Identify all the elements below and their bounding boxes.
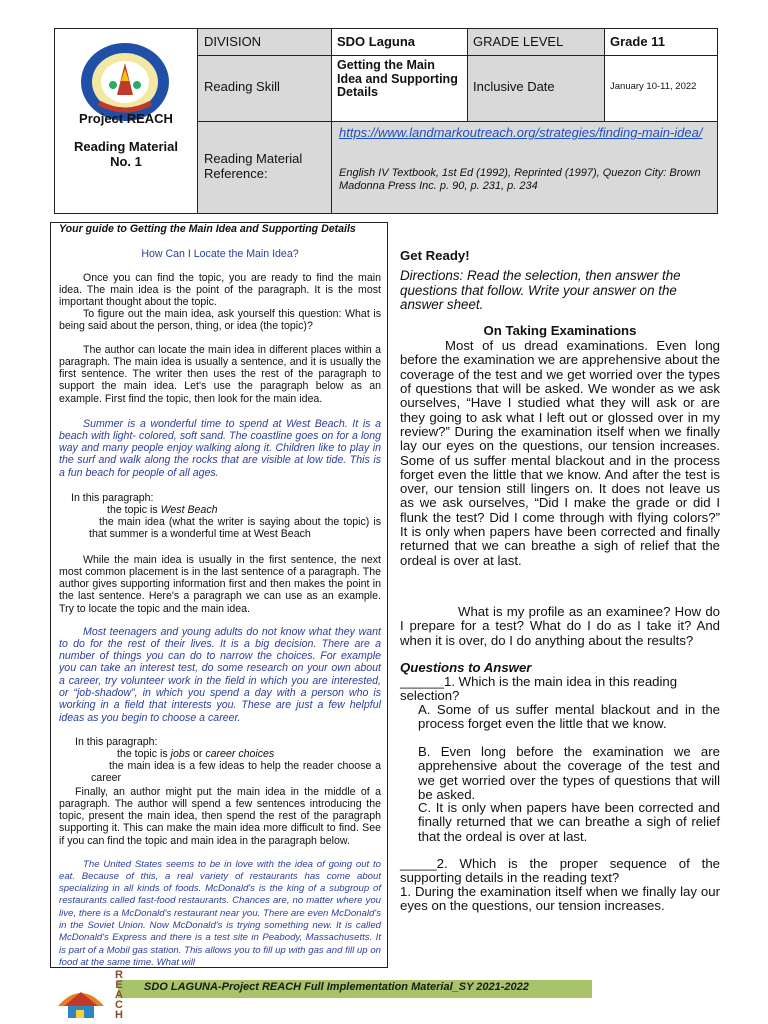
ref-label: Reading Material Reference: <box>198 121 332 213</box>
reach-letter: H <box>115 1009 123 1021</box>
in-this-paragraph-1: In this paragraph: <box>71 491 154 504</box>
topic-2-prefix: the topic is <box>117 747 171 760</box>
footer-text: SDO LAGUNA-Project REACH Full Implementation Material_SY 2021-2022 <box>144 981 529 993</box>
guide-title: Your guide to Getting the Main Idea and Supporting Details <box>59 223 356 235</box>
topic-2 <box>59 748 381 760</box>
guide-para-2: To figure out the main idea, ask yourself this question: What is being said about the person, thing, or idea (the topic)? <box>59 307 381 332</box>
q1-option-b: B. Even long before the examination we are apprehensive about the coverage of the test and we get worried over the types of questions that will be asked. <box>418 744 720 803</box>
directions: Directions: Read the selection, then answer the questions that follow. Write your answer on the answer sheet. <box>400 268 681 312</box>
division-label: DIVISION <box>198 29 332 56</box>
project-reach-logo-icon <box>54 976 108 1022</box>
example-career: Most teenagers and young adults do not know what they want to do for the rest of their lives. It is a big decision. There are a number of things you can do to narrow the choices. For example you can take an interest test, do some research on your own about a career, try volunteer work in the field in which you are interested, or “job-shadow”, in which you spend a day with a person who is working in a field that interests you. These are just a few helpful ideas as you begin to choose a career. <box>59 625 381 724</box>
selection-para-1: Most of us dread examinations. Even long before the examination we are apprehensive about the coverage of the test and we get worried over the types of questions that will be asked. We wonder as we ask ourselves, “Have I studied what they will ask or are they going to ask what I left out or glossed over in my review?” During the examination itself when we finally lay our eyes on the questions, our tension increases. Some of us suffer mental blackout and in the process forget even the little that we know. And after the test is over, our tension still lingers on. It does not leave us as we ask ourselves, “Did I make the grade or did I flunk the test? Did I come through with flying colors?” It is only when papers have been corrected and finally returned that we can breathe a sigh of relief that the ordeal is over at last. <box>400 338 720 568</box>
logo-cell <box>55 29 198 213</box>
q1-option-c: C. It is only when papers have been corrected and finally returned that we can breathe a sigh of relief that the ordeal is over at last. <box>418 800 720 844</box>
reach-letter: C <box>115 999 123 1011</box>
selection-para-2: What is my profile as an examinee? How do I prepare for a test? What do I do as I take it? And when it is over, do I do anything about the results? <box>400 604 720 648</box>
date-value: January 10-11, 2022 <box>604 55 718 122</box>
in-this-paragraph-2: In this paragraph: <box>75 735 158 748</box>
guide-para-4: While the main idea is usually in the first sentence, the next most common placement is in the last sentence of a paragraph. The author gives supporting information first and then makes the point in the last sentence. Here's a paragraph we can use as an example. Try to locate the topic and the main idea. <box>59 553 381 615</box>
guide-para-3: The author can locate the main idea in different places within a paragraph. The main idea is usually a sentence, and it is usually the first sentence. The writer then uses the rest of the paragraph to support the main idea. Let's use the paragraph below as an example. First find the topic, then look for the main idea. <box>59 343 381 405</box>
project-name: Project REACH <box>79 111 173 126</box>
grade-value: Grade 11 <box>604 29 718 56</box>
topic-1-value: West Beach <box>160 503 218 516</box>
topic-1 <box>59 504 381 516</box>
reference-link[interactable]: https://www.landmarkoutreach.org/strategies/finding-main-idea/ <box>339 125 703 140</box>
question-1: ______1. Which is the main idea in this reading selection? <box>400 674 678 704</box>
guide-para-1: Once you can find the topic, you are ready to find the main idea. The main idea is the point of the paragraph. It is the most important thought about the topic. <box>59 271 381 309</box>
main-idea-2: the main idea is a few ideas to help the reader choose a career <box>91 759 381 784</box>
reach-letter: E <box>115 979 123 991</box>
example-west-beach: Summer is a wonderful time to spend at West Beach. It is a beach with light- colored, soft sand. The coastline goes on for a long way and many people enjoy walking along it. Children like to play in the surf and walk along the rocks that are visible at low tide. This is a fun beach for people of all ages. <box>59 417 381 479</box>
reach-vertical-text <box>112 970 126 1020</box>
grade-label: GRADE LEVEL <box>467 29 605 56</box>
guide-box <box>50 222 388 968</box>
selection-title: On Taking Examinations <box>483 323 637 339</box>
ref-link-wrap <box>339 125 709 141</box>
header-table <box>54 28 718 214</box>
topic-2-or: or <box>190 747 206 760</box>
questions-heading: Questions to Answer <box>400 660 532 676</box>
reference-book: English IV Textbook, 1st Ed (1992), Reprinted (1997), Quezon City: Brown Madonna Press Inc. p. 90, p. 231, p. 234 <box>339 167 701 192</box>
q1-option-a: A. Some of us suffer mental blackout and in the process forget even the little that we know. <box>418 702 720 732</box>
footer <box>54 969 592 1022</box>
skill-value: Getting the Main Idea and Supporting Details <box>331 55 468 122</box>
topic-1-prefix: the topic is <box>107 503 161 516</box>
topic-2-value: jobs <box>170 747 191 760</box>
q2-item-1: 1. During the examination itself when we finally lay our eyes on the questions, our tension increases. <box>400 884 720 914</box>
main-idea-1: the main idea (what the writer is saying about the topic) is that summer is a wonderful time at West Beach <box>89 515 381 540</box>
reach-letter: A <box>115 989 123 1001</box>
question-2: _____2. Which is the proper sequence of the supporting details in the reading text? <box>400 856 720 886</box>
get-ready-heading: Get Ready! <box>400 248 470 264</box>
reach-letter: R <box>115 969 123 981</box>
topic-2-value-2: career choices <box>205 747 275 760</box>
guide-para-5: Finally, an author might put the main idea in the middle of a paragraph. The author will spend a few sentences introducing the topic, present the main idea, then spend the rest of the paragraph supporting it. This can make the main idea more difficult to find. See if you can find the topic and main idea in the paragraph below. <box>59 785 381 847</box>
division-value: SDO Laguna <box>331 29 468 56</box>
material-title: Reading Material No. 1 <box>73 139 179 169</box>
example-restaurants: The United States seems to be in love with the idea of going out to eat. Because of this, a real variety of restaurants has come about specializing in all kinds of foods. McDonald's is the king of a subgroup of restaurants called fast-food restaurants. Chances are, no matter where you live, there is a McDonald's restaurant near you. There are even McDonald's in the Soviet Union. Now McDonald's is trying something new. It is called McDonald's Express and there is a test site in Peabody, Massachusetts. It is part of a Mobil gas station. This allows you to fill up with gas and fill up on food at the same time. What will <box>59 858 381 968</box>
skill-label: Reading Skill <box>198 55 332 122</box>
date-label: Inclusive Date <box>467 55 605 122</box>
guide-subtitle: How Can I Locate the Main Idea? <box>141 248 299 260</box>
